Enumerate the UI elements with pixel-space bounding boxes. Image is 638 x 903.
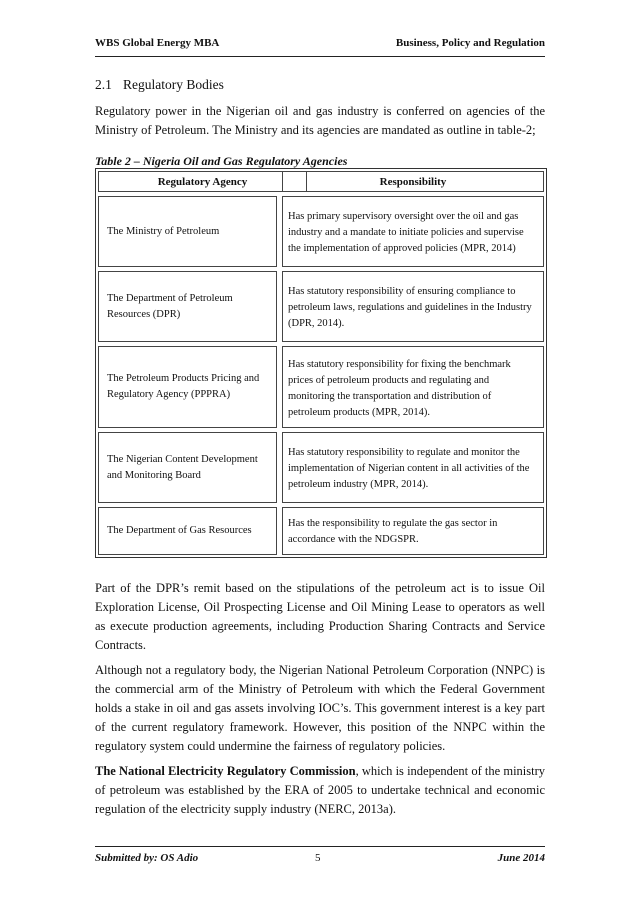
header-left-text: WBS Global Energy MBA xyxy=(95,37,220,49)
nerc-description: , which is independent of the ministry of petroleum was established by the ERA of 2005 to undertake technical and economic regulation of the electricity supply industry (NERC, 2013a). xyxy=(95,764,546,816)
section-number: 2.1 xyxy=(95,77,112,92)
table-row-3-responsibility: Has statutory responsibility for fixing the benchmark prices of petroleum products and regulating and monitoring the transportation and distribution of petroleum products (MPR, 2014). xyxy=(282,346,544,428)
table-row-5-agency: The Department of Gas Resources xyxy=(98,507,277,555)
header-rule xyxy=(95,56,545,57)
table-caption: Table 2 – Nigeria Oil and Gas Regulatory Agencies xyxy=(95,154,348,168)
page-number: 5 xyxy=(315,852,321,864)
table-row-1-agency: The Ministry of Petroleum xyxy=(98,196,277,267)
table-row-4-responsibility: Has statutory responsibility to regulate and monitor the implementation of Nigerian content in all activities of the petroleum industry (MPR, 2014). xyxy=(282,432,544,503)
table-row-5-responsibility: Has the responsibility to regulate the gas sector in accordance with the NDGSPR. xyxy=(282,507,544,555)
table-header-agency: Regulatory Agency xyxy=(98,171,307,192)
table-row-2-responsibility: Has statutory responsibility of ensuring compliance to petroleum laws, regulations and guidelines in the Industry (DPR, 2014). xyxy=(282,271,544,342)
footer-date: June 2014 xyxy=(497,852,545,864)
nerc-paragraph xyxy=(95,762,545,819)
table-row-2-agency: The Department of Petroleum Resources (DPR) xyxy=(98,271,277,342)
header-right-text: Business, Policy and Regulation xyxy=(395,37,545,49)
section-title: Regulatory Bodies xyxy=(123,77,224,92)
table-row-3-agency: The Petroleum Products Pricing and Regulatory Agency (PPPRA) xyxy=(98,346,277,428)
section-heading xyxy=(95,77,224,93)
footer-rule xyxy=(95,846,545,847)
table-row-4-agency: The Nigerian Content Development and Monitoring Board xyxy=(98,432,277,503)
intro-paragraph: Regulatory power in the Nigerian oil and gas industry is conferred on agencies of the Ministry of Petroleum. The Ministry and its agencies are mandated as outline in table-2; xyxy=(95,104,545,137)
page-header xyxy=(95,37,545,49)
nerc-title: The National Electricity Regulatory Commission xyxy=(95,764,356,778)
footer-author: Submitted by: OS Adio xyxy=(95,852,199,864)
nnpc-paragraph: Although not a regulatory body, the Nigerian National Petroleum Corporation (NNPC) is the commercial arm of the Ministry of Petroleum with which the Federal Government holds a stake in oil and gas assets involving IOC’s. This government interest is a key part of the current regulatory framework. However, this position of the NNPC within the regulatory system could undermine the fairness of regulatory policies. xyxy=(95,663,545,753)
dpr-paragraph: Part of the DPR’s remit based on the stipulations of the petroleum act is to issue Oil Exploration License, Oil Prospecting License and Oil Mining Lease to operators as well as execute production agreements, including Production Sharing Contracts and Service Contracts. xyxy=(95,581,545,652)
regulatory-agencies-table xyxy=(95,168,547,558)
table-header-responsibility: Responsibility xyxy=(282,171,544,192)
table-row-1-responsibility: Has primary supervisory oversight over the oil and gas industry and a mandate to initiate policies and supervise the implementation of approved policies (MPR, 2014) xyxy=(282,196,544,267)
